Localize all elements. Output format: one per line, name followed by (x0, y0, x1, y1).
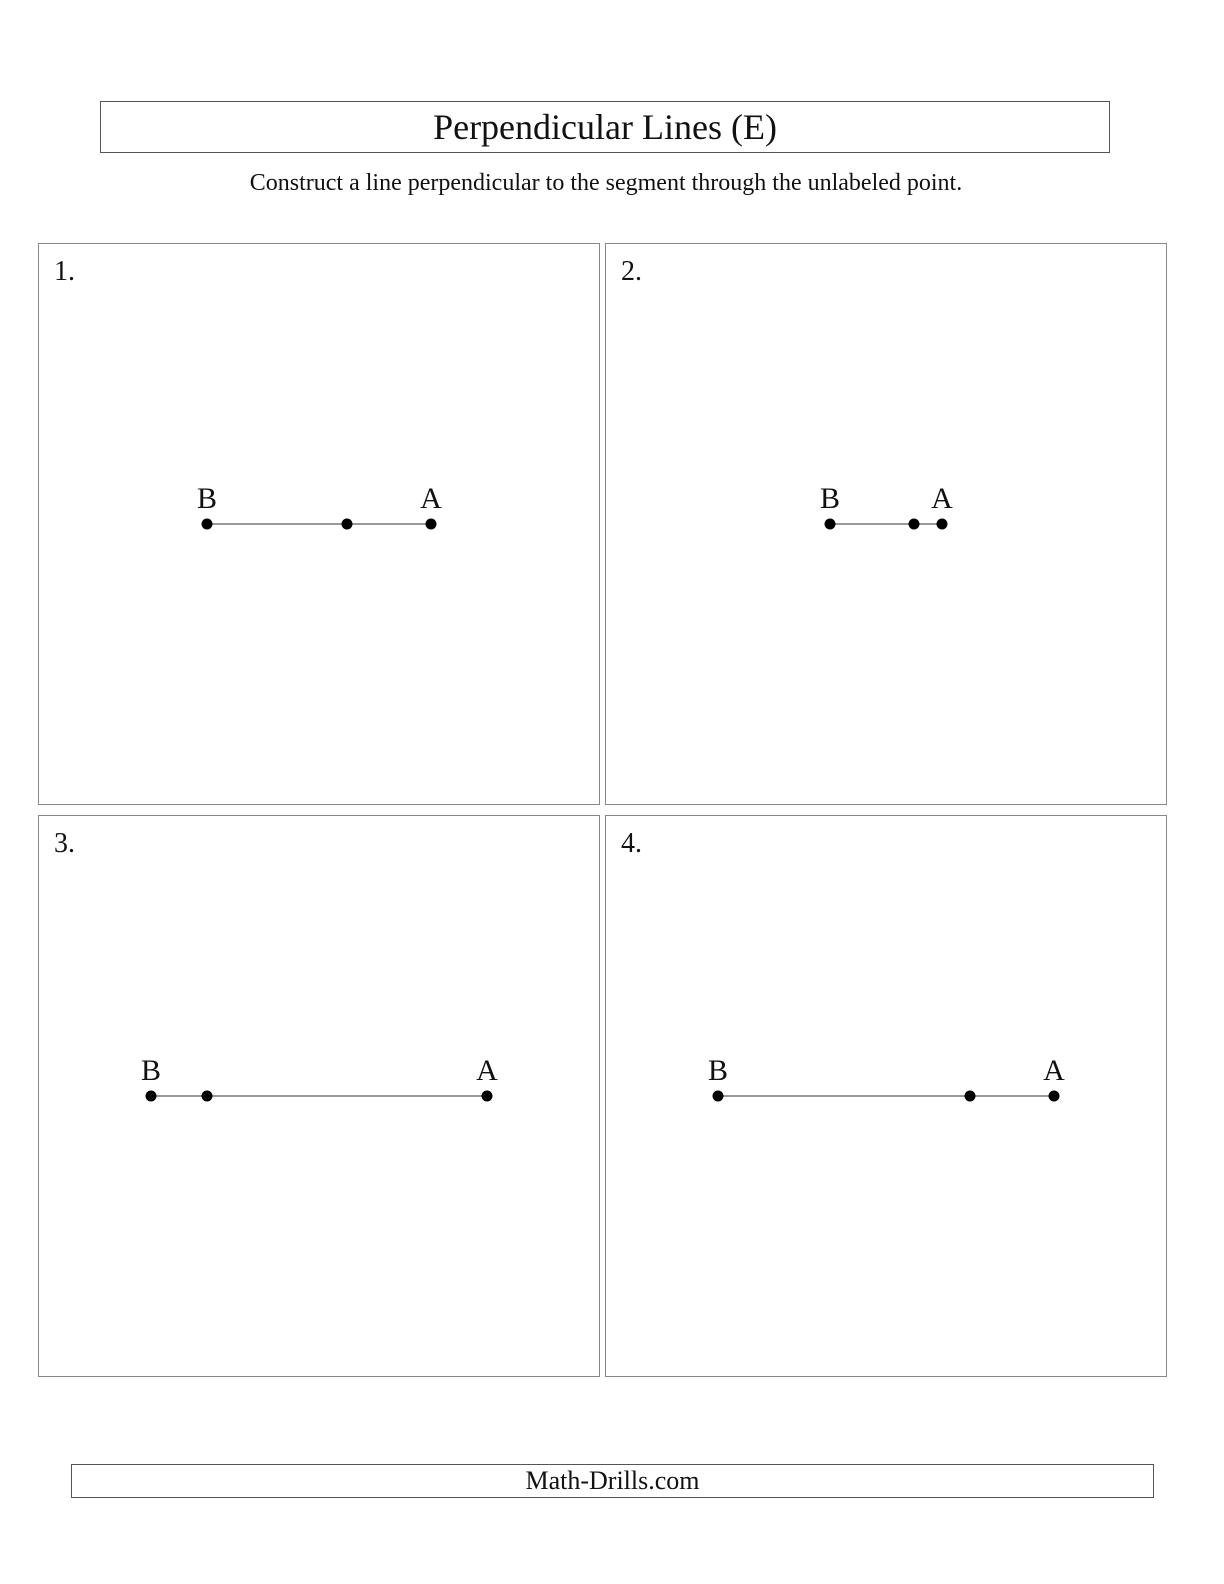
worksheet-title: Perpendicular Lines (E) (100, 101, 1110, 153)
unlabeled-point (202, 1091, 213, 1102)
problem-number: 3. (54, 828, 75, 859)
point-a-label: A (420, 482, 442, 515)
problem-3-figure (39, 816, 601, 1378)
problem-4 (605, 815, 1167, 1377)
point-b-label: B (819, 482, 841, 515)
footer-site: Math-Drills.com (71, 1464, 1154, 1498)
point-a-label: A (1043, 1054, 1065, 1087)
point-a-label: A (476, 1054, 498, 1087)
problem-2-figure (606, 244, 1168, 806)
point-b (713, 1091, 724, 1102)
point-a (482, 1091, 493, 1102)
problem-3 (38, 815, 600, 1377)
point-a-label: A (931, 482, 953, 515)
problem-number: 4. (621, 828, 642, 859)
point-a (1049, 1091, 1060, 1102)
unlabeled-point (342, 519, 353, 530)
worksheet-instructions: Construct a line perpendicular to the segment through the unlabeled point. (249, 170, 963, 196)
problem-1-figure (39, 244, 601, 806)
problem-4-figure (606, 816, 1168, 1378)
point-b (825, 519, 836, 530)
point-a (937, 519, 948, 530)
point-b (146, 1091, 157, 1102)
problem-number: 2. (621, 256, 642, 287)
point-b-label: B (707, 1054, 729, 1087)
problem-2 (605, 243, 1167, 805)
unlabeled-point (965, 1091, 976, 1102)
point-b-label: B (140, 1054, 162, 1087)
unlabeled-point (909, 519, 920, 530)
point-b (202, 519, 213, 530)
point-b-label: B (196, 482, 218, 515)
problem-1 (38, 243, 600, 805)
point-a (426, 519, 437, 530)
problem-number: 1. (54, 256, 75, 287)
